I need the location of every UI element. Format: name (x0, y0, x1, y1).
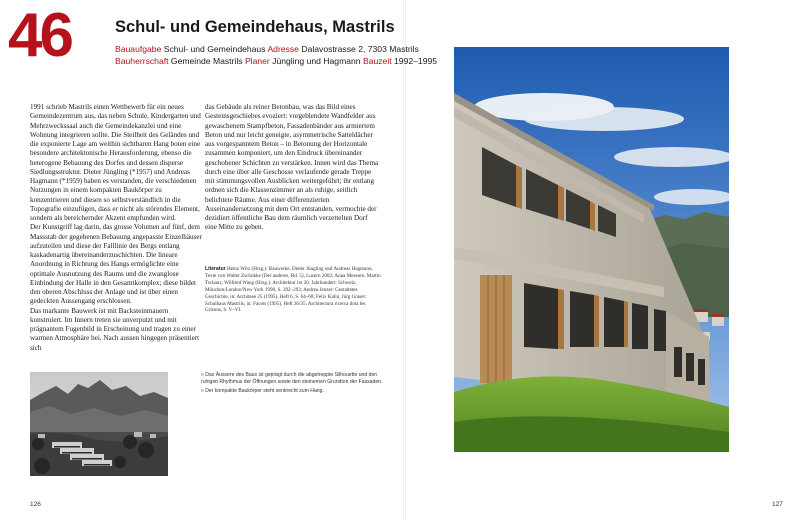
project-meta-line-1 (115, 44, 419, 54)
literature-text: Heinz Wirz (Hrsg.): Bauwerke. Dieter Jüngling und Andreas Hagmann, Texte von Walter Zschokke (Der anderes, Bd. 5), Luzern 2002; Anna Meseure, Martin Tschanz, Wilfried Wang (Hrsg.): Architektur im 20. Jahrhundert: Schweiz, München/London/New York 1998, S. 292–293; Andrea Jenzer: Gestaltetes Geschichte, in: Architese 25 (1995), Heft 6, S. 64–68; Felix Kuhn, Jürg Graser: Schulhaus Mastrils, in: Facets (1995), Heft 36/35: Architectura ricerca dota les Grisons, S. V–VI. (205, 266, 381, 314)
meta-label-bauzeit: Bauzeit (362, 56, 392, 66)
meta-label-bauherrschaft: Bauherrschaft (115, 56, 169, 66)
historic-photo (30, 372, 168, 476)
page-gutter (403, 0, 406, 520)
body-paragraph: das Gebäude als reiner Betonbau, was das Bild eines Gesteinsgeschiebes evoziert: vorgeblendete Wandfelder aus gewaschenem Stampfbeton, Fassadenbänder aus armiertem Beton und nur leicht geneigte, asymmetrische Satteldächer aus vorgespanntem Beton – in Betonung der Horizontale zusammen komponiert, um den Eindruck übereinander geschobener Schichten zu verstärken. Innen wird das Thema durch eine über alle Geschosse verlaufende gerade Treppe mit stimmungsvollen Ausblicken weitergeführt; ihr entlang ordnen sich die Klassenzimmer an als ruhige, seitlich belichtete Räume. Aus einer differenzierten Auseinandersetzung mit dem Ort entstanden, vermochte der dezidiert öffentliche Bau dem räumlich verzettelten Dorf eine Mitte zu geben. (205, 103, 379, 232)
meta-label-adresse: Adresse (267, 44, 299, 54)
building-photo (454, 47, 729, 452)
body-paragraph: Der Kunstgriff lag darin, das grosse Volumen auf fünf, dem Massstab der gegebenen Bebauung angepasste Einzelhäuser aufzuteilen und diese der Falllinie des Bergs entlang kaskadenartig übereinanderzuschichten. Die lineare Anordnung in Richtung des Hangs ermöglichte eine optimale Ausnutzung des Raums und die zwanglose Einbindung der Halle in den Gesamtkomplex; diese bildet den oberen Abschluss der Anlage und ist über einen gedeckten Aussengang erschlossen. (30, 223, 202, 306)
meta-label-bauaufgabe: Bauaufgabe (115, 44, 162, 54)
body-column-1 (30, 103, 202, 353)
body-paragraph: Das markante Bauwerk ist mit Backsteinmauern konstruiert. Im Innern treten sie unverputzt und mit prägnantem Fugenbild in Erscheinung und tragen zu einer warmen Atmosphäre bei. Nach aussen hingegen präsentiert sich (30, 306, 200, 352)
body-column-2 (205, 103, 380, 233)
page-number-left: 126 (30, 501, 41, 508)
historic-photo-graphic (30, 372, 168, 476)
page-number-right: 127 (772, 501, 783, 508)
meta-value-bauaufgabe: Schul- und Gemeindehaus (163, 44, 266, 54)
caption-1: » Das Äussere des Baus ist geprägt durch die abgetreppte Silhouette und den ruhigen Rhythmus der Öffnungen sowie den steinernen Grundton der Fassaden. (201, 372, 383, 385)
caption-2: » Der kompakte Baukörper steht senkrecht zum Hang. (201, 388, 324, 395)
photo-captions (201, 372, 393, 398)
project-number: 46 (8, 1, 71, 70)
literature-label: Literatur (205, 266, 226, 272)
literature-note (205, 266, 381, 314)
building-photo-graphic (454, 47, 729, 452)
body-paragraph: 1991 schrieb Mastrils einen Wettbewerb für ein neues Gemeindezentrum aus, das neben Schule, Kindergarten und Mehrzweckssaal auch die Gemeindekanzlei und eine Wohnung integrieren sollte. Die Steilheit des Geländes und die exponierte Lage am weithin sichtbaren Hang boten eine besondere architektonische Herausforderung, ebenso die heterogene Bebauung des Dorfes und dessen disperse Siedlungsstruktur. Dieter Jüngling (*1957) und Andreas Hagmann (*1959) haben es verstanden, die verschiedenen Nutzungen in einem kompakten Baukörper zu konzentrieren und diesen so selbstverständlich in die Topografie einzufügen, dass er nicht als störendes Element, sondern als bereichernder Akzent empfunden wird. (30, 103, 201, 222)
project-title: Schul- und Gemeindehaus, Mastrils (115, 18, 395, 36)
meta-label-planer: Planer (244, 56, 270, 66)
meta-value-planer: Jüngling und Hagmann (272, 56, 361, 66)
meta-value-bauzeit: 1992–1995 (394, 56, 438, 66)
project-meta-line-2 (115, 56, 437, 66)
meta-value-bauherrschaft: Gemeinde Mastrils (170, 56, 243, 66)
meta-value-adresse: Dalavostrasse 2, 7303 Mastrils (301, 44, 419, 54)
